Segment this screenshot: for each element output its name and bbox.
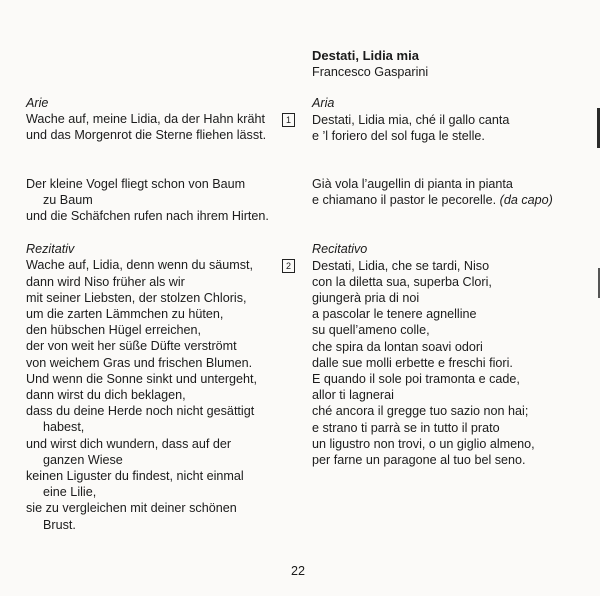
rezitativ-heading: Rezitativ <box>26 242 75 257</box>
text-segment: e chiamano il pastor le pecorelle. <box>312 193 497 208</box>
italian-original-column <box>285 48 587 468</box>
text-line: zu Baum <box>43 192 93 207</box>
text-line: Brust. <box>43 517 76 532</box>
text-line: per farne un paragone al tuo bel seno. <box>312 453 526 468</box>
text-line: ganzen Wiese <box>43 452 123 467</box>
text-line: allor ti lagnerai <box>312 388 394 403</box>
recitativo-heading: Recitativo <box>312 242 368 257</box>
text-line: dalle sue molli erbette e freschi fiori. <box>312 355 513 370</box>
aria-heading-de: Arie <box>26 96 49 110</box>
german-translation-column <box>26 95 296 533</box>
text-line: e strano ti parrà se in tutto il prato <box>312 420 500 435</box>
text-line: che spira da lontan soavi odori <box>312 339 483 354</box>
track-number-badge: 1 <box>282 113 295 127</box>
text-line: su quell’ameno colle, <box>312 323 430 338</box>
text-line: Wache auf, Lidia, denn wenn du säumst, <box>26 258 254 273</box>
text-line: dann wird Niso früher als wir <box>26 274 185 289</box>
text-line: mit seiner Liebsten, der stolzen Chloris, <box>26 290 247 305</box>
text-line: dann wirst du dich beklagen, <box>26 388 186 403</box>
track-1-row <box>285 112 587 128</box>
text-line: Wache auf, meine Lidia, da der Hahn kräht <box>26 112 265 127</box>
page-number: 22 <box>291 564 306 578</box>
text-line: E quando il sole poi tramonta e cade, <box>312 372 520 387</box>
text-line: a pascolar le tenere agnelline <box>312 307 477 322</box>
text-line: sie zu vergleichen mit deiner schönen <box>26 501 237 516</box>
text-line: habest, <box>43 420 85 435</box>
text-line: der von weit her süße Düfte verströmt <box>26 339 237 354</box>
track-2-row <box>285 258 587 274</box>
text-line: und die Schäfchen rufen nach ihrem Hirten. <box>26 209 269 224</box>
text-line: den hübschen Hügel erreichen, <box>26 323 202 338</box>
text-line: keinen Liguster du findest, nicht einmal <box>26 469 244 484</box>
text-line: e ’l foriero del sol fuga le stelle. <box>312 128 485 143</box>
text-line: und wirst dich wundern, dass auf der <box>26 436 232 451</box>
text-line <box>312 192 587 208</box>
aria-heading-it: Aria <box>312 96 335 111</box>
text-line: un ligustro non trovi, o un giglio almeno, <box>312 436 535 451</box>
text-line: Der kleine Vogel fliegt schon von Baum <box>26 176 246 191</box>
text-line: und das Morgenrot die Sterne fliehen lässt. <box>26 128 267 143</box>
text-line: Destati, Lidia, che se tardi, Niso <box>312 258 490 273</box>
text-line: Destati, Lidia mia, ché il gallo canta <box>312 112 510 127</box>
text-line: eine Lilie, <box>43 485 97 500</box>
text-line: ché ancora il gregge tuo sazio non hai; <box>312 404 529 419</box>
text-line: con la diletta sua, superba Clori, <box>312 274 492 289</box>
text-line: um die zarten Lämmchen zu hüten, <box>26 307 224 322</box>
song-title: Destati, Lidia mia <box>312 48 419 63</box>
track-number-badge: 2 <box>282 259 295 273</box>
text-line: Und wenn die Sonne sinkt und untergeht, <box>26 371 258 386</box>
text-line: Già vola l’augellin di pianta in pianta <box>312 177 513 192</box>
text-line: dass du deine Herde noch nicht gesättigt <box>26 404 255 419</box>
text-line: von weichem Gras und frischen Blumen. <box>26 355 253 370</box>
da-capo-note: (da capo) <box>499 193 553 208</box>
composer-name: Francesco Gasparini <box>312 65 429 80</box>
text-line: giungerà pria di noi <box>312 291 420 306</box>
